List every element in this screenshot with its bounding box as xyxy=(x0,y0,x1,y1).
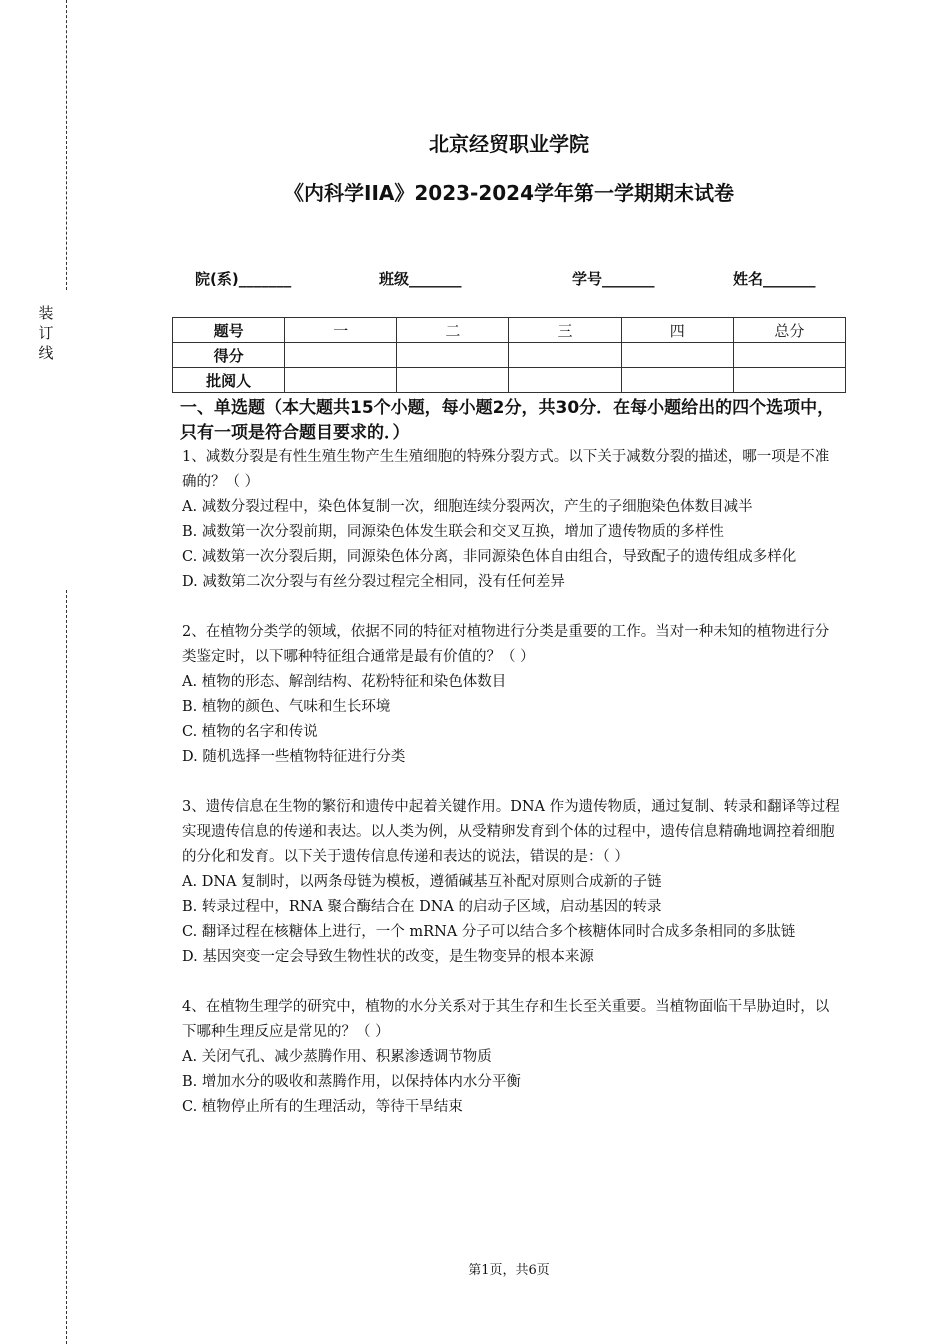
col-header: 题号 xyxy=(173,318,285,343)
grader-row xyxy=(173,368,846,393)
option-b: B. 植物的颜色、气味和生长环境 xyxy=(182,699,391,715)
question-1 xyxy=(182,445,842,595)
student-info-row xyxy=(0,268,950,292)
row-header: 批阅人 xyxy=(173,368,285,393)
exam-title: 《内科学IIA》2023-2024学年第一学期期末试卷 xyxy=(284,181,734,205)
option-a: A. 植物的形态、解剖结构、花粉特征和染色体数目 xyxy=(182,674,507,690)
col-header: 三 xyxy=(509,318,621,343)
option-c: C. 翻译过程在核糖体上进行，一个 mRNA 分子可以结合多个核糖体同时合成多条相同的多肽链 xyxy=(182,924,796,940)
score-cell[interactable] xyxy=(733,343,845,368)
score-row xyxy=(173,343,846,368)
score-table-header-row xyxy=(173,318,846,343)
question-stem: 4、在植物生理学的研究中，植物的水分关系对于其生存和生长至关重要。当植物面临干旱胁迫时，以下哪种生理反应是常见的？（ ） xyxy=(182,999,830,1040)
binding-label: 装订线 xyxy=(38,304,54,362)
score-cell[interactable] xyxy=(509,343,621,368)
option-c: C. 减数第一次分裂后期，同源染色体分离，非同源染色体自由组合，导致配子的遗传组成多样化 xyxy=(182,549,797,565)
binding-line-bottom xyxy=(66,590,67,1344)
question-2 xyxy=(182,620,842,770)
page-footer: 第1页，共6页 xyxy=(468,1263,550,1278)
option-d: D. 减数第二次分裂与有丝分裂过程完全相同，没有任何差异 xyxy=(182,574,565,590)
grader-cell[interactable] xyxy=(509,368,621,393)
question-stem: 3、遗传信息在生物的繁衍和遗传中起着关键作用。DNA 作为遗传物质，通过复制、转录和翻译等过程实现遗传信息的传递和表达。以人类为例，从受精卵发育到个体的过程中，遗传信息精确地调控着细胞的分化和发育。以下关于遗传信息传递和表达的说法，错误的是：（ ） xyxy=(182,799,840,865)
option-c: C. 植物停止所有的生理活动，等待干旱结束 xyxy=(182,1099,463,1115)
option-b: B. 转录过程中，RNA 聚合酶结合在 DNA 的启动子区域，启动基因的转录 xyxy=(182,899,662,915)
name-field[interactable]: 姓名_______ xyxy=(733,270,816,288)
grader-cell[interactable] xyxy=(285,368,397,393)
option-c: C. 植物的名字和传说 xyxy=(182,724,318,740)
option-d: D. 随机选择一些植物特征进行分类 xyxy=(182,749,406,765)
section-heading: 一、单选题（本大题共15个小题，每小题2分，共30分．在每小题给出的四个选项中，只有一项是符合题目要求的．） xyxy=(180,398,835,443)
option-b: B. 增加水分的吸收和蒸腾作用，以保持体内水分平衡 xyxy=(182,1074,521,1090)
score-cell[interactable] xyxy=(397,343,509,368)
question-stem: 2、在植物分类学的领域，依据不同的特征对植物进行分类是重要的工作。当对一种未知的植物进行分类鉴定时，以下哪种特征组合通常是最有价值的？（ ） xyxy=(182,624,830,665)
col-header: 二 xyxy=(397,318,509,343)
option-b: B. 减数第一次分裂前期，同源染色体发生联会和交叉互换，增加了遗传物质的多样性 xyxy=(182,524,724,540)
col-header: 四 xyxy=(621,318,733,343)
score-table xyxy=(172,317,846,393)
student-id-field[interactable]: 学号_______ xyxy=(572,270,655,288)
grader-cell[interactable] xyxy=(397,368,509,393)
option-a: A. 减数分裂过程中，染色体复制一次，细胞连续分裂两次，产生的子细胞染色体数目减半 xyxy=(182,499,753,515)
question-stem: 1、减数分裂是有性生殖生物产生生殖细胞的特殊分裂方式。以下关于减数分裂的描述，哪一项是不准确的？（ ） xyxy=(182,449,830,490)
question-list xyxy=(182,445,842,1145)
grader-cell[interactable] xyxy=(733,368,845,393)
option-a: A. 关闭气孔、减少蒸腾作用、积累渗透调节物质 xyxy=(182,1049,492,1065)
option-d: D. 基因突变一定会导致生物性状的改变，是生物变异的根本来源 xyxy=(182,949,594,965)
question-4 xyxy=(182,995,842,1120)
class-field[interactable]: 班级_______ xyxy=(379,270,462,288)
school-name: 北京经贸职业学院 xyxy=(429,132,589,156)
dept-field[interactable]: 院(系)_______ xyxy=(195,270,292,288)
col-header: 一 xyxy=(285,318,397,343)
score-cell[interactable] xyxy=(285,343,397,368)
option-a: A. DNA 复制时，以两条母链为模板，遵循碱基互补配对原则合成新的子链 xyxy=(182,874,662,890)
col-header: 总分 xyxy=(733,318,845,343)
question-3 xyxy=(182,795,842,970)
grader-cell[interactable] xyxy=(621,368,733,393)
row-header: 得分 xyxy=(173,343,285,368)
score-cell[interactable] xyxy=(621,343,733,368)
